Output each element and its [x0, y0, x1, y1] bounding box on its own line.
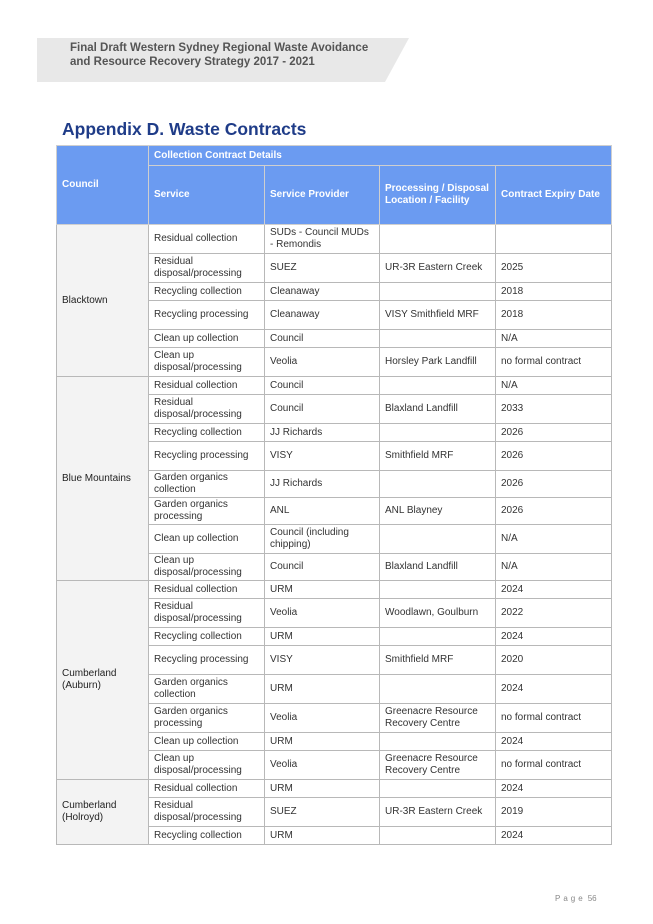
service-cell: Garden organics processing [149, 704, 265, 733]
provider-cell: JJ Richards [265, 471, 380, 498]
provider-cell: Council (including chipping) [265, 525, 380, 554]
provider-cell: Council [265, 554, 380, 581]
page-number: 56 [587, 894, 597, 903]
service-cell: Clean up collection [149, 525, 265, 554]
processing-cell: UR-3R Eastern Creek [380, 254, 496, 283]
expiry-cell: 2024 [496, 628, 612, 646]
provider-cell: SUEZ [265, 254, 380, 283]
provider-cell: SUDs - Council MUDs - Remondis [265, 225, 380, 254]
expiry-cell: N/A [496, 377, 612, 395]
processing-cell [380, 525, 496, 554]
service-cell: Residual disposal/processing [149, 599, 265, 628]
expiry-cell: 2024 [496, 733, 612, 751]
service-cell: Garden organics processing [149, 498, 265, 525]
processing-cell: Greenacre Resource Recovery Centre [380, 751, 496, 780]
header-collection-contract-details: Collection Contract Details [149, 146, 612, 166]
header-service: Service [149, 166, 265, 225]
processing-cell [380, 283, 496, 301]
provider-cell: URM [265, 827, 380, 845]
service-cell: Clean up disposal/processing [149, 751, 265, 780]
provider-cell: VISY [265, 646, 380, 675]
processing-cell [380, 733, 496, 751]
council-cell: Cumberland (Holroyd) [57, 780, 149, 845]
processing-cell [380, 827, 496, 845]
expiry-cell [496, 225, 612, 254]
expiry-cell: N/A [496, 554, 612, 581]
page-label: Page [555, 894, 586, 903]
expiry-cell: N/A [496, 330, 612, 348]
provider-cell: Council [265, 330, 380, 348]
table-row [57, 780, 612, 798]
expiry-cell: no formal contract [496, 751, 612, 780]
service-cell: Residual collection [149, 780, 265, 798]
expiry-cell: 2026 [496, 442, 612, 471]
service-cell: Residual disposal/processing [149, 798, 265, 827]
processing-cell: UR-3R Eastern Creek [380, 798, 496, 827]
expiry-cell: 2022 [496, 599, 612, 628]
processing-cell [380, 377, 496, 395]
header-line-1: Final Draft Western Sydney Regional Waste Avoidance [70, 42, 369, 54]
service-cell: Residual collection [149, 377, 265, 395]
expiry-cell: no formal contract [496, 348, 612, 377]
council-cell: Blacktown [57, 225, 149, 377]
provider-cell: Veolia [265, 348, 380, 377]
service-cell: Clean up collection [149, 733, 265, 751]
council-cell: Cumberland (Auburn) [57, 581, 149, 780]
processing-cell: VISY Smithfield MRF [380, 301, 496, 330]
processing-cell: Horsley Park Landfill [380, 348, 496, 377]
table-row [57, 581, 612, 599]
provider-cell: Veolia [265, 751, 380, 780]
processing-cell: Blaxland Landfill [380, 554, 496, 581]
service-cell: Residual collection [149, 581, 265, 599]
service-cell: Recycling collection [149, 628, 265, 646]
expiry-cell: 2025 [496, 254, 612, 283]
table-row [57, 225, 612, 254]
header-contract-expiry: Contract Expiry Date [496, 166, 612, 225]
expiry-cell: 2018 [496, 283, 612, 301]
expiry-cell: 2024 [496, 581, 612, 599]
processing-cell [380, 581, 496, 599]
expiry-cell: 2024 [496, 675, 612, 704]
processing-cell [380, 780, 496, 798]
service-cell: Residual disposal/processing [149, 254, 265, 283]
expiry-cell: 2033 [496, 395, 612, 424]
header-council: Council [57, 146, 149, 225]
processing-cell: Blaxland Landfill [380, 395, 496, 424]
processing-cell [380, 471, 496, 498]
provider-cell: ANL [265, 498, 380, 525]
expiry-cell: 2026 [496, 498, 612, 525]
service-cell: Recycling processing [149, 301, 265, 330]
expiry-cell: 2024 [496, 780, 612, 798]
processing-cell [380, 675, 496, 704]
provider-cell: Council [265, 395, 380, 424]
provider-cell: SUEZ [265, 798, 380, 827]
expiry-cell: 2026 [496, 471, 612, 498]
expiry-cell: 2024 [496, 827, 612, 845]
expiry-cell: 2019 [496, 798, 612, 827]
processing-cell: Woodlawn, Goulburn [380, 599, 496, 628]
provider-cell: Cleanaway [265, 283, 380, 301]
provider-cell: URM [265, 628, 380, 646]
processing-cell: Smithfield MRF [380, 646, 496, 675]
expiry-cell: 2026 [496, 424, 612, 442]
service-cell: Recycling collection [149, 827, 265, 845]
service-cell: Clean up collection [149, 330, 265, 348]
header-processing-location: Processing / Disposal Location / Facility [380, 166, 496, 225]
processing-cell [380, 424, 496, 442]
expiry-cell: 2018 [496, 301, 612, 330]
provider-cell: JJ Richards [265, 424, 380, 442]
provider-cell: VISY [265, 442, 380, 471]
waste-contracts-table [56, 145, 612, 845]
council-cell: Blue Mountains [57, 377, 149, 581]
expiry-cell: no formal contract [496, 704, 612, 733]
service-cell: Garden organics collection [149, 471, 265, 498]
processing-cell: ANL Blayney [380, 498, 496, 525]
provider-cell: Cleanaway [265, 301, 380, 330]
provider-cell: URM [265, 675, 380, 704]
service-cell: Recycling collection [149, 424, 265, 442]
table-body [57, 225, 612, 845]
processing-cell [380, 628, 496, 646]
processing-cell: Greenacre Resource Recovery Centre [380, 704, 496, 733]
processing-cell: Smithfield MRF [380, 442, 496, 471]
service-cell: Recycling processing [149, 442, 265, 471]
service-cell: Residual collection [149, 225, 265, 254]
provider-cell: URM [265, 581, 380, 599]
header-line-2: and Resource Recovery Strategy 2017 - 2021 [70, 56, 315, 68]
service-cell: Clean up disposal/processing [149, 554, 265, 581]
processing-cell [380, 330, 496, 348]
provider-cell: URM [265, 733, 380, 751]
provider-cell: Veolia [265, 704, 380, 733]
provider-cell: URM [265, 780, 380, 798]
service-cell: Clean up disposal/processing [149, 348, 265, 377]
table-row [57, 377, 612, 395]
service-cell: Residual disposal/processing [149, 395, 265, 424]
header-service-provider: Service Provider [265, 166, 380, 225]
service-cell: Recycling processing [149, 646, 265, 675]
service-cell: Recycling collection [149, 283, 265, 301]
processing-cell [380, 225, 496, 254]
provider-cell: Veolia [265, 599, 380, 628]
expiry-cell: 2020 [496, 646, 612, 675]
service-cell: Garden organics collection [149, 675, 265, 704]
page-footer [555, 894, 597, 903]
provider-cell: Council [265, 377, 380, 395]
document-header [70, 41, 410, 69]
page-title: Appendix D. Waste Contracts [62, 119, 307, 139]
expiry-cell: N/A [496, 525, 612, 554]
